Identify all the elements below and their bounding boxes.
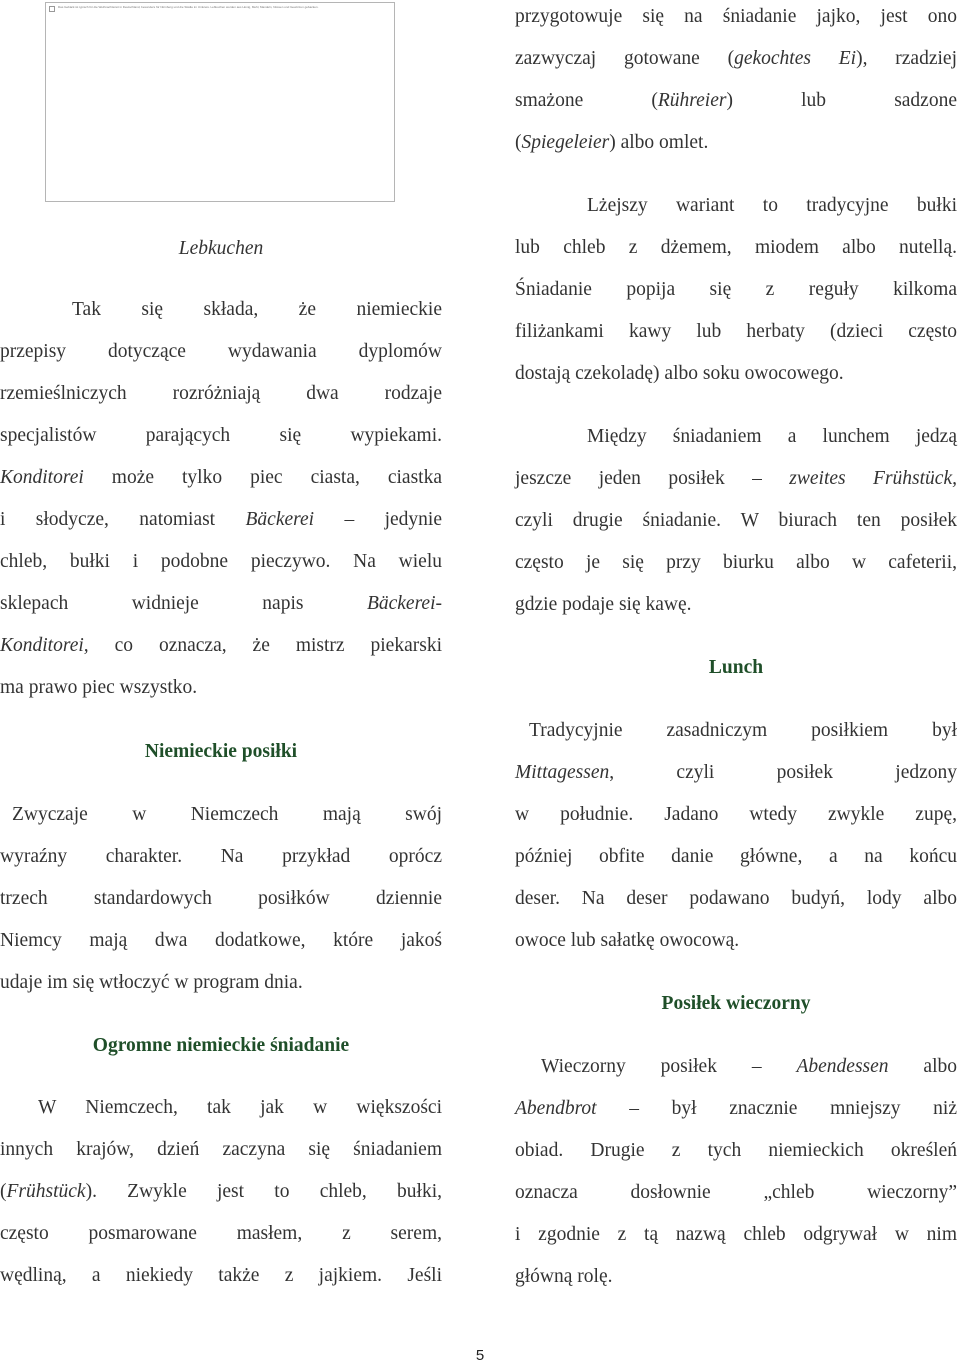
- text-line: Mittagessen, czyli posiłek jedzony: [515, 762, 957, 783]
- heading-lunch: Lunch: [708, 657, 764, 678]
- image-alt-text: Das Gebäck ist typisch für die Weihnachtszeit in Deutschland, besonders für Nürnberg und die Städte im Umkreis. Lebkuchen werden aus Honig, Mehl, Mandeln, Nüssen und Gewürzen gebacken.: [58, 5, 319, 9]
- text-line: gdzie podaje się kawę.: [515, 594, 692, 615]
- text-line: Konditorei, co oznacza, że mistrz piekarski: [0, 635, 442, 656]
- text-line: ma prawo piec wszystko.: [0, 677, 198, 698]
- text-line: często je się przy biurku albo w cafeterii,: [515, 552, 957, 573]
- text-line: główną rolę.: [515, 1266, 613, 1287]
- paragraph-lunch: [515, 710, 957, 962]
- broken-image-icon: [49, 6, 55, 12]
- text-line: rzemieślniczych rozróżniają dwa rodzaje: [0, 383, 442, 404]
- text-line: wędliną, a niekiedy także z jajkiem. Jeśli: [0, 1265, 442, 1286]
- text-line: Abendbrot – był znacznie mniejszy niż: [515, 1098, 957, 1119]
- text-line: Tradycyjnie zasadniczym posiłkiem był: [529, 720, 957, 741]
- text-line: udaje im się wtłoczyć w program dnia.: [0, 972, 303, 993]
- text-line: przygotowuje się na śniadanie jajko, jest ono: [515, 6, 957, 27]
- text-line: sklepach widnieje napis Bäckerei-: [0, 593, 442, 614]
- text-line: (Spiegeleier) albo omlet.: [515, 132, 709, 153]
- text-line: i słodycze, natomiast Bäckerei – jedynie: [0, 509, 442, 530]
- text-line: dostają czekoladę) albo soku owocowego.: [515, 363, 844, 384]
- text-line: jeszcze jeden posiłek – zweites Frühstück,: [515, 468, 957, 489]
- text-line: Konditorei może tylko piec ciasta, ciastka: [0, 467, 442, 488]
- page-number: 5: [475, 1347, 485, 1364]
- text-line: w południe. Jadano wtedy zwykle zupę,: [515, 804, 957, 825]
- text-line: (Frühstück). Zwykle jest to chleb, bułki,: [0, 1181, 442, 1202]
- text-line: Niemcy mają dwa dodatkowe, które jakoś: [0, 930, 442, 951]
- text-line: W Niemczech, tak jak w większości: [38, 1097, 442, 1118]
- text-line: innych krajów, dzień zaczyna się śniadaniem: [0, 1139, 442, 1160]
- text-line: i zgodnie z tą nazwą chleb odgrywał w nim: [515, 1224, 957, 1245]
- text-line: później obfite danie główne, a na końcu: [515, 846, 957, 867]
- text-line: Wieczorny posiłek – Abendessen albo: [541, 1056, 957, 1077]
- text-line: lub chleb z dżemem, miodem albo nutellą.: [515, 237, 957, 258]
- text-line: filiżankami kawy lub herbaty (dzieci często: [515, 321, 957, 342]
- text-line: wyraźny charakter. Na przykład oprócz: [0, 846, 442, 867]
- heading-german-meals: Niemieckie posiłki: [144, 741, 298, 762]
- heading-breakfast: Ogromne niemieckie śniadanie: [92, 1035, 350, 1056]
- heading-dinner: Posiłek wieczorny: [661, 993, 811, 1014]
- paragraph-specialists: [0, 289, 442, 709]
- text-line: smażone (Rühreier) lub sadzone: [515, 90, 957, 111]
- text-line: oznacza dosłownie „chleb wieczorny”: [515, 1182, 957, 1203]
- paragraph-breakfast: [0, 1087, 442, 1297]
- text-line: Zwyczaje w Niemczech mają swój: [12, 804, 442, 825]
- text-line: chleb, bułki i podobne pieczywo. Na wielu: [0, 551, 442, 572]
- paragraph-customs: [0, 794, 442, 1004]
- paragraph-eggs: [515, 0, 957, 164]
- image-caption: Lebkuchen: [178, 238, 264, 259]
- text-line: Lżejszy wariant to tradycyjne bułki: [587, 195, 957, 216]
- text-line: Śniadanie popija się z reguły kilkoma: [515, 279, 957, 300]
- text-line: przepisy dotyczące wydawania dyplomów: [0, 341, 442, 362]
- image-placeholder: [45, 2, 395, 202]
- text-line: deser. Na deser podawano budyń, lody albo: [515, 888, 957, 909]
- paragraph-second-breakfast: [515, 416, 957, 626]
- text-line: trzech standardowych posiłków dziennie: [0, 888, 442, 909]
- text-line: często posmarowane masłem, z serem,: [0, 1223, 442, 1244]
- text-line: zazwyczaj gotowane (gekochtes Ei), rzadziej: [515, 48, 957, 69]
- paragraph-dinner: [515, 1046, 957, 1298]
- text-line: specjalistów parających się wypiekami.: [0, 425, 442, 446]
- text-line: Między śniadaniem a lunchem jedzą: [587, 426, 957, 447]
- text-line: obiad. Drugie z tych niemieckich określeń: [515, 1140, 957, 1161]
- text-line: owoce lub sałatkę owocową.: [515, 930, 740, 951]
- text-line: czyli drugie śniadanie. W biurach ten posiłek: [515, 510, 957, 531]
- paragraph-light-breakfast: [515, 185, 957, 395]
- text-line: Tak się składa, że niemieckie: [72, 299, 442, 320]
